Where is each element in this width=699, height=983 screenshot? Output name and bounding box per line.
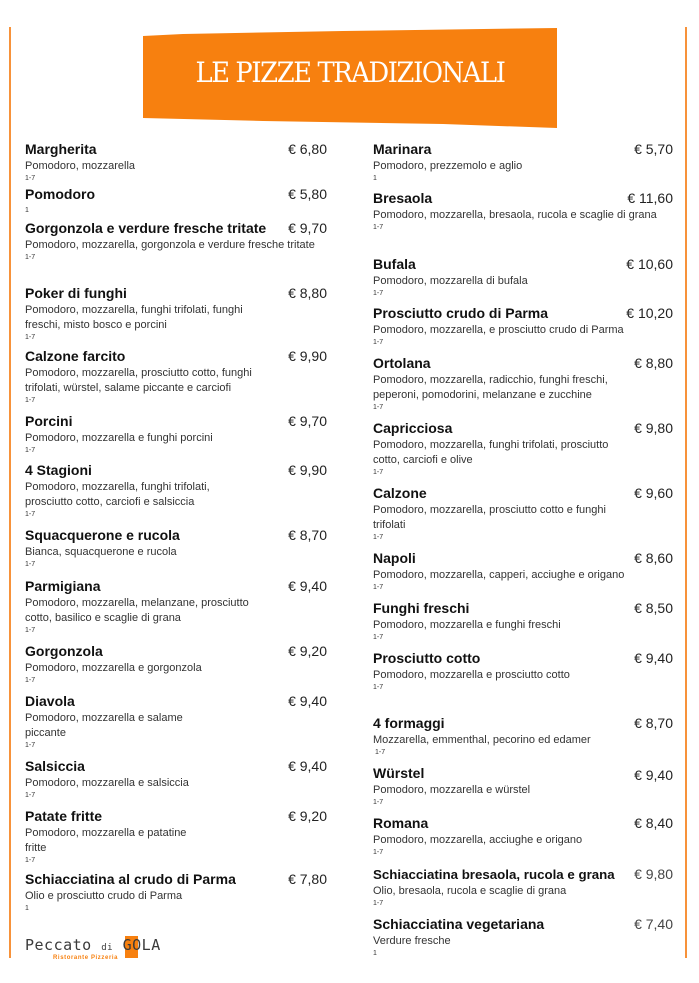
item-name: Schiacciatina al crudo di Parma bbox=[25, 871, 236, 887]
item-name: Salsiccia bbox=[25, 758, 85, 774]
menu-item bbox=[373, 420, 673, 477]
item-name: Prosciutto cotto bbox=[373, 650, 481, 666]
menu-item bbox=[25, 693, 327, 750]
item-name: Capricciosa bbox=[373, 420, 453, 436]
item-allergens: 1-7 bbox=[373, 534, 384, 541]
menu-item bbox=[373, 256, 673, 298]
item-description: Pomodoro, mozzarella e salsiccia bbox=[25, 777, 189, 789]
item-description: Pomodoro, mozzarella e würstel bbox=[373, 784, 531, 796]
item-description: Pomodoro, mozzarella, radicchio, funghi freschi, peperoni, pomodorini, melanzane e zucchine bbox=[373, 374, 608, 401]
menu-item bbox=[373, 866, 673, 908]
logo-word-peccato: Peccato bbox=[25, 936, 92, 954]
item-allergens: 1-7 bbox=[373, 684, 384, 691]
menu-item bbox=[373, 916, 673, 958]
item-price: € 10,20 bbox=[626, 305, 673, 321]
item-name: Calzone farcito bbox=[25, 348, 126, 364]
item-allergens: 1-7 bbox=[25, 561, 36, 568]
menu-item bbox=[25, 808, 327, 865]
item-price: € 9,70 bbox=[288, 220, 327, 236]
item-allergens: 1-7 bbox=[373, 584, 384, 591]
item-name: Margherita bbox=[25, 141, 97, 157]
menu-item bbox=[373, 600, 673, 642]
menu-item bbox=[373, 650, 673, 692]
item-price: € 9,20 bbox=[288, 643, 327, 659]
item-price: € 9,40 bbox=[288, 693, 327, 709]
item-description: Pomodoro, mozzarella, acciughe e origano bbox=[373, 834, 583, 846]
item-allergens: 1-7 bbox=[25, 627, 36, 634]
item-allergens: 1-7 bbox=[25, 254, 36, 261]
logo-word-gola: GOLA bbox=[122, 936, 161, 954]
item-price: € 7,40 bbox=[634, 916, 673, 932]
item-name: Romana bbox=[373, 815, 429, 831]
menu-item bbox=[25, 758, 327, 800]
menu-item bbox=[373, 550, 673, 592]
item-name: Bufala bbox=[373, 256, 416, 272]
item-allergens: 1-7 bbox=[373, 634, 384, 641]
item-description: Pomodoro, mozzarella, prosciutto cotto e funghi trifolati bbox=[373, 504, 606, 531]
item-allergens: 1-7 bbox=[375, 749, 386, 756]
page-title: LE PIZZE TRADIZIONALI bbox=[195, 56, 505, 89]
menu-item bbox=[373, 190, 673, 232]
item-description: Verdure fresche bbox=[373, 935, 451, 947]
item-price: € 8,80 bbox=[288, 285, 327, 301]
item-price: € 9,80 bbox=[634, 866, 673, 882]
item-description: Pomodoro, mozzarella, capperi, acciughe e origano bbox=[373, 569, 625, 581]
item-allergens: 1 bbox=[373, 950, 377, 957]
item-allergens: 1-7 bbox=[25, 511, 36, 518]
menu-item bbox=[373, 765, 673, 807]
item-name: Porcini bbox=[25, 413, 73, 429]
item-name: Gorgonzola e verdure fresche tritate bbox=[25, 220, 267, 236]
menu-item bbox=[373, 815, 673, 857]
item-name: Gorgonzola bbox=[25, 643, 103, 659]
left-border-line bbox=[9, 27, 11, 958]
item-price: € 9,60 bbox=[634, 485, 673, 501]
item-allergens: 1-7 bbox=[373, 339, 384, 346]
item-name: 4 Stagioni bbox=[25, 462, 92, 478]
item-allergens: 1-7 bbox=[373, 290, 384, 297]
item-price: € 8,60 bbox=[634, 550, 673, 566]
item-price: € 5,70 bbox=[634, 141, 673, 157]
menu-item bbox=[25, 871, 327, 913]
item-description: Pomodoro, mozzarella e prosciutto cotto bbox=[373, 669, 570, 681]
item-price: € 5,80 bbox=[288, 186, 327, 202]
item-description: Pomodoro, mozzarella, bresaola, rucola e scaglie di grana bbox=[373, 209, 657, 221]
item-description: Olio, bresaola, rucola e scaglie di grana bbox=[373, 885, 567, 897]
item-description: Bianca, squacquerone e rucola bbox=[25, 546, 177, 558]
item-allergens: 1 bbox=[25, 905, 29, 912]
item-description: Pomodoro, mozzarella, funghi trifolati, prosciutto cotto, carciofi e olive bbox=[373, 439, 609, 466]
item-price: € 8,70 bbox=[288, 527, 327, 543]
item-allergens: 1-7 bbox=[373, 469, 384, 476]
item-description: Pomodoro, prezzemolo e aglio bbox=[373, 160, 523, 172]
item-allergens: 1-7 bbox=[25, 792, 36, 799]
title-banner bbox=[143, 26, 557, 130]
item-description: Mozzarella, emmenthal, pecorino ed edamer bbox=[373, 734, 591, 746]
item-allergens: 1 bbox=[373, 175, 377, 182]
item-price: € 9,70 bbox=[288, 413, 327, 429]
item-allergens: 1-7 bbox=[373, 849, 384, 856]
item-description: Pomodoro, mozzarella di bufala bbox=[373, 275, 528, 287]
item-price: € 8,70 bbox=[634, 715, 673, 731]
right-border-line bbox=[685, 27, 687, 958]
item-name: Bresaola bbox=[373, 190, 433, 206]
item-name: Calzone bbox=[373, 485, 427, 501]
item-price: € 8,80 bbox=[634, 355, 673, 371]
menu-item bbox=[25, 348, 327, 405]
item-price: € 6,80 bbox=[288, 141, 327, 157]
item-name: Prosciutto crudo di Parma bbox=[373, 305, 549, 321]
item-name: Diavola bbox=[25, 693, 75, 709]
item-price: € 7,80 bbox=[288, 871, 327, 887]
item-price: € 9,40 bbox=[288, 758, 327, 774]
item-name: 4 formaggi bbox=[373, 715, 445, 731]
item-price: € 8,40 bbox=[634, 815, 673, 831]
menu-item bbox=[25, 141, 327, 183]
item-name: Marinara bbox=[373, 141, 432, 157]
item-allergens: 1-7 bbox=[25, 334, 36, 341]
item-name: Ortolana bbox=[373, 355, 431, 371]
item-description: Pomodoro, mozzarella, prosciutto cotto, funghi trifolati, würstel, salame piccante e carciofi bbox=[25, 367, 252, 394]
menu-item bbox=[373, 715, 673, 757]
item-price: € 11,60 bbox=[627, 190, 673, 206]
menu-item bbox=[25, 285, 327, 342]
item-allergens: 1-7 bbox=[373, 224, 384, 231]
item-price: € 9,20 bbox=[288, 808, 327, 824]
item-name: Parmigiana bbox=[25, 578, 101, 594]
item-allergens: 1-7 bbox=[25, 175, 36, 182]
item-name: Schiacciatina vegetariana bbox=[373, 916, 545, 932]
item-allergens: 1-7 bbox=[25, 677, 36, 684]
menu-item bbox=[25, 643, 327, 685]
item-allergens: 1-7 bbox=[25, 742, 36, 749]
menu-item bbox=[373, 141, 673, 183]
item-price: € 9,80 bbox=[634, 420, 673, 436]
item-allergens: 1-7 bbox=[25, 397, 36, 404]
menu-item bbox=[25, 220, 327, 262]
item-description: Pomodoro, mozzarella bbox=[25, 160, 136, 172]
item-allergens: 1-7 bbox=[25, 447, 36, 454]
item-price: € 9,90 bbox=[288, 462, 327, 478]
item-name: Würstel bbox=[373, 765, 425, 781]
menu-item bbox=[373, 305, 673, 347]
item-allergens: 1 bbox=[25, 207, 29, 214]
item-description: Pomodoro, mozzarella e salame piccante bbox=[25, 712, 183, 739]
menu-item bbox=[25, 578, 327, 635]
menu-item bbox=[25, 186, 327, 215]
item-name: Napoli bbox=[373, 550, 416, 566]
item-name: Poker di funghi bbox=[25, 285, 127, 301]
menu-item bbox=[373, 485, 673, 542]
item-description: Olio e prosciutto crudo di Parma bbox=[25, 890, 183, 902]
item-name: Patate fritte bbox=[25, 808, 103, 824]
item-price: € 8,50 bbox=[634, 600, 673, 616]
item-name: Squacquerone e rucola bbox=[25, 527, 180, 543]
item-allergens: 1-7 bbox=[373, 404, 384, 411]
item-price: € 10,60 bbox=[626, 256, 673, 272]
menu-item bbox=[25, 413, 327, 455]
item-name: Pomodoro bbox=[25, 186, 95, 202]
item-description: Pomodoro, mozzarella e gorgonzola bbox=[25, 662, 202, 674]
logo-word-di: di bbox=[101, 943, 114, 953]
item-price: € 9,40 bbox=[634, 650, 673, 666]
item-description: Pomodoro, mozzarella e funghi freschi bbox=[373, 619, 561, 631]
item-allergens: 1-7 bbox=[373, 799, 384, 806]
menu-item bbox=[25, 462, 327, 519]
menu-item bbox=[25, 527, 327, 569]
item-price: € 9,40 bbox=[634, 767, 673, 783]
item-description: Pomodoro, mozzarella, funghi trifolati, funghi freschi, misto bosco e porcini bbox=[25, 304, 243, 331]
item-description: Pomodoro, mozzarella e funghi porcini bbox=[25, 432, 213, 444]
item-allergens: 1-7 bbox=[25, 857, 36, 864]
item-price: € 9,90 bbox=[288, 348, 327, 364]
item-description: Pomodoro, mozzarella, funghi trifolati, prosciutto cotto, carciofi e salsiccia bbox=[25, 481, 210, 508]
menu-item bbox=[373, 355, 673, 412]
item-name: Funghi freschi bbox=[373, 600, 470, 616]
item-price: € 9,40 bbox=[288, 578, 327, 594]
item-description: Pomodoro, mozzarella, e prosciutto crudo di Parma bbox=[373, 324, 624, 336]
item-description: Pomodoro, mozzarella e patatine fritte bbox=[25, 827, 187, 854]
logo-wordmark bbox=[25, 936, 161, 954]
item-description: Pomodoro, mozzarella, gorgonzola e verdure fresche tritate bbox=[25, 239, 315, 251]
item-description: Pomodoro, mozzarella, melanzane, prosciutto cotto, basilico e scaglie di grana bbox=[25, 597, 249, 624]
logo-subtitle: Ristorante Pizzeria bbox=[53, 955, 119, 961]
item-allergens: 1-7 bbox=[373, 900, 384, 907]
restaurant-logo bbox=[25, 936, 165, 964]
item-name: Schiacciatina bresaola, rucola e grana bbox=[373, 867, 615, 882]
